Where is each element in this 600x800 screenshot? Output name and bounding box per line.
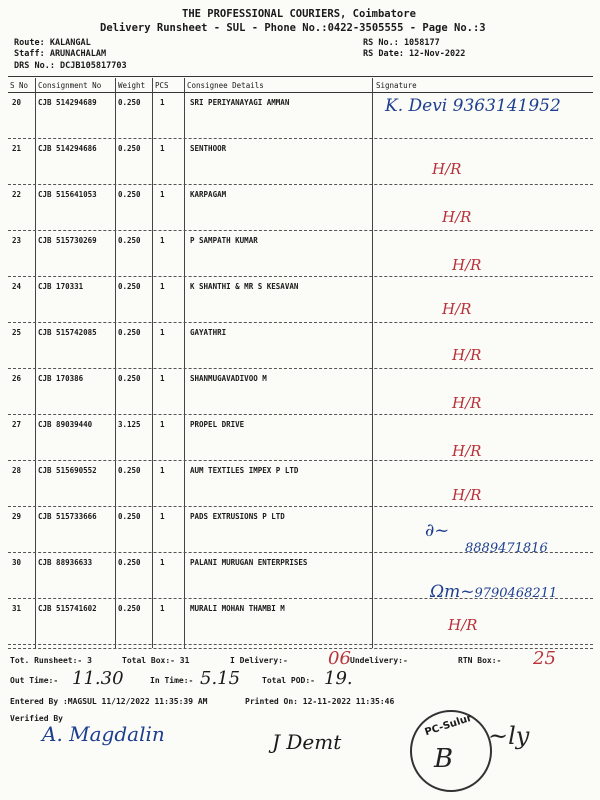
signature-hr: H/R: [452, 486, 482, 504]
row-pcs: 1: [160, 604, 165, 613]
col-header-consignment: Consignment No: [38, 81, 102, 90]
col-header-pcs: PCS: [155, 81, 169, 90]
row-consignment: CJB 514294686: [38, 144, 97, 153]
row-consignee: SRI PERIYANAYAGI AMMAN: [190, 98, 290, 107]
col-divider: [152, 78, 153, 648]
row-pcs: 1: [160, 144, 165, 153]
col-divider: [184, 78, 185, 648]
row-weight: 0.250: [118, 282, 141, 291]
row-consignee: PALANI MURUGAN ENTERPRISES: [190, 558, 308, 567]
stamp-initials: B: [434, 744, 454, 774]
row-sno: 25: [12, 328, 22, 337]
row-sno: 21: [12, 144, 22, 153]
row-weight: 0.250: [118, 144, 141, 153]
row-consignment: CJB 514294689: [38, 98, 97, 107]
stamp-overlay-signature: ~ly: [488, 722, 530, 750]
footer-divider: [8, 648, 593, 649]
row-pcs: 1: [160, 374, 165, 383]
row-consignee: KARPAGAM: [190, 190, 227, 199]
signature-hr: H/R: [452, 394, 482, 412]
row-sno: 20: [12, 98, 22, 107]
row-weight: 0.250: [118, 466, 141, 475]
scribble-icon: Ωm~: [430, 582, 475, 602]
rs-number: RS No.: 1058177: [363, 38, 440, 48]
row-divider: [8, 644, 593, 645]
row-weight: 0.250: [118, 236, 141, 245]
printed-on: Printed On: 12-11-2022 11:35:46: [245, 697, 395, 706]
row-weight: 0.250: [118, 558, 141, 567]
signature-text: 9790468211: [474, 586, 558, 601]
row-sno: 27: [12, 420, 22, 429]
row-sno: 31: [12, 604, 22, 613]
row-consignment: CJB 515741602: [38, 604, 97, 613]
row-divider: [8, 506, 593, 507]
row-consignee: PADS EXTRUSIONS P LTD: [190, 512, 285, 521]
row-pcs: 1: [160, 466, 165, 475]
row-consignee: SHANMUGAVADIVOO M: [190, 374, 267, 383]
row-consignee: GAYATHRI: [190, 328, 227, 337]
row-weight: 3.125: [118, 420, 141, 429]
row-pcs: 1: [160, 190, 165, 199]
table-top-border: [8, 76, 593, 77]
col-header-signature: Signature: [376, 81, 417, 90]
row-divider: [8, 230, 593, 231]
row-sno: 22: [12, 190, 22, 199]
col-header-weight: Weight: [118, 81, 146, 90]
signature-hr: H/R: [452, 256, 482, 274]
row-divider: [8, 414, 593, 415]
row-pcs: 1: [160, 512, 165, 521]
row-consignment: CJB 88936633: [38, 558, 93, 567]
signature-hr: H/R: [452, 442, 482, 460]
rtn-box-label: RTN Box:-: [458, 656, 502, 665]
stamp-text: PC-Sulur: [423, 712, 474, 739]
route-label: Route: KALANGAL: [14, 38, 91, 48]
company-title: THE PROFESSIONAL COURIERS, Coimbatore: [182, 8, 416, 20]
col-header-sno: S No: [10, 81, 29, 90]
col-divider: [115, 78, 116, 648]
row-consignment: CJB 515733666: [38, 512, 97, 521]
row-consignee: K SHANTHI & MR S KESAVAN: [190, 282, 299, 291]
scribble-icon: ∂~: [425, 520, 450, 541]
runsheet-title: Delivery Runsheet - SUL - Phone No.:0422-3505555 - Page No.:3: [100, 22, 486, 34]
out-time-label: Out Time:-: [10, 676, 59, 685]
row-pcs: 1: [160, 236, 165, 245]
verified-by-label: Verified By: [10, 714, 63, 723]
row-pcs: 1: [160, 328, 165, 337]
row-pcs: 1: [160, 282, 165, 291]
row-sno: 26: [12, 374, 22, 383]
total-pod-label: Total POD:-: [262, 676, 315, 685]
delivery-value: 06: [328, 648, 351, 669]
out-time-value: 11.30: [72, 668, 124, 689]
row-weight: 0.250: [118, 328, 141, 337]
verifier-signature: A. Magdalin: [42, 722, 165, 746]
header-bottom-border: [8, 92, 593, 93]
signature-phone: [425, 520, 548, 556]
rtn-box-value: 25: [533, 648, 556, 669]
row-sno: 28: [12, 466, 22, 475]
row-divider: [8, 276, 593, 277]
row-consignment: CJB 515742085: [38, 328, 97, 337]
row-consignment: CJB 89039440: [38, 420, 93, 429]
row-consignment: CJB 515730269: [38, 236, 97, 245]
row-divider: [8, 322, 593, 323]
row-consignee: AUM TEXTILES IMPEX P LTD: [190, 466, 299, 475]
row-weight: 0.250: [118, 374, 141, 383]
signature-phone: [430, 582, 557, 602]
row-divider: [8, 138, 593, 139]
row-sno: 24: [12, 282, 22, 291]
row-consignment: CJB 170331: [38, 282, 84, 291]
total-box: Total Box:- 31: [122, 656, 190, 665]
signature-text: 8889471816: [465, 541, 548, 556]
row-consignment: CJB 515690552: [38, 466, 97, 475]
row-consignment: CJB 515641053: [38, 190, 97, 199]
staff-label: Staff: ARUNACHALAM: [14, 49, 107, 59]
row-pcs: 1: [160, 558, 165, 567]
entered-by: Entered By :MAGSUL 11/12/2022 11:35:39 AM: [10, 697, 208, 706]
row-divider: [8, 184, 593, 185]
row-consignment: CJB 170386: [38, 374, 84, 383]
undelivery-label: Undelivery:-: [350, 656, 408, 665]
row-consignee: PROPEL DRIVE: [190, 420, 245, 429]
staff-signature: J Demt: [272, 730, 342, 754]
signature-hr: H/R: [452, 346, 482, 364]
signature-hr: H/R: [448, 616, 478, 634]
in-time-value: 5.15: [200, 668, 241, 689]
row-sno: 29: [12, 512, 22, 521]
signature-hr: H/R: [442, 300, 472, 318]
row-divider: [8, 460, 593, 461]
row-consignee: MURALI MOHAN THAMBI M: [190, 604, 285, 613]
row-sno: 30: [12, 558, 22, 567]
row-consignee: P SAMPATH KUMAR: [190, 236, 258, 245]
row-weight: 0.250: [118, 512, 141, 521]
delivery-label: I Delivery:-: [230, 656, 288, 665]
row-weight: 0.250: [118, 190, 141, 199]
col-header-consignee: Consignee Details: [187, 81, 264, 90]
signature-text: K. Devi 9363141952: [385, 96, 561, 116]
signature-kdevi: [385, 96, 561, 116]
row-divider: [8, 368, 593, 369]
rs-date: RS Date: 12-Nov-2022: [363, 49, 466, 59]
signature-hr: H/R: [432, 160, 462, 178]
signature-hr: H/R: [442, 208, 472, 226]
col-divider: [372, 78, 373, 648]
row-consignee: SENTHOOR: [190, 144, 227, 153]
row-pcs: 1: [160, 98, 165, 107]
row-sno: 23: [12, 236, 22, 245]
row-pcs: 1: [160, 420, 165, 429]
col-divider: [35, 78, 36, 648]
in-time-label: In Time:-: [150, 676, 194, 685]
total-runsheet: Tot. Runsheet:- 3: [10, 656, 92, 665]
office-stamp: [410, 710, 492, 792]
row-weight: 0.250: [118, 98, 141, 107]
total-pod-value: 19.: [324, 668, 353, 689]
row-weight: 0.250: [118, 604, 141, 613]
drs-label: DRS No.: DCJB105817703: [14, 61, 127, 71]
